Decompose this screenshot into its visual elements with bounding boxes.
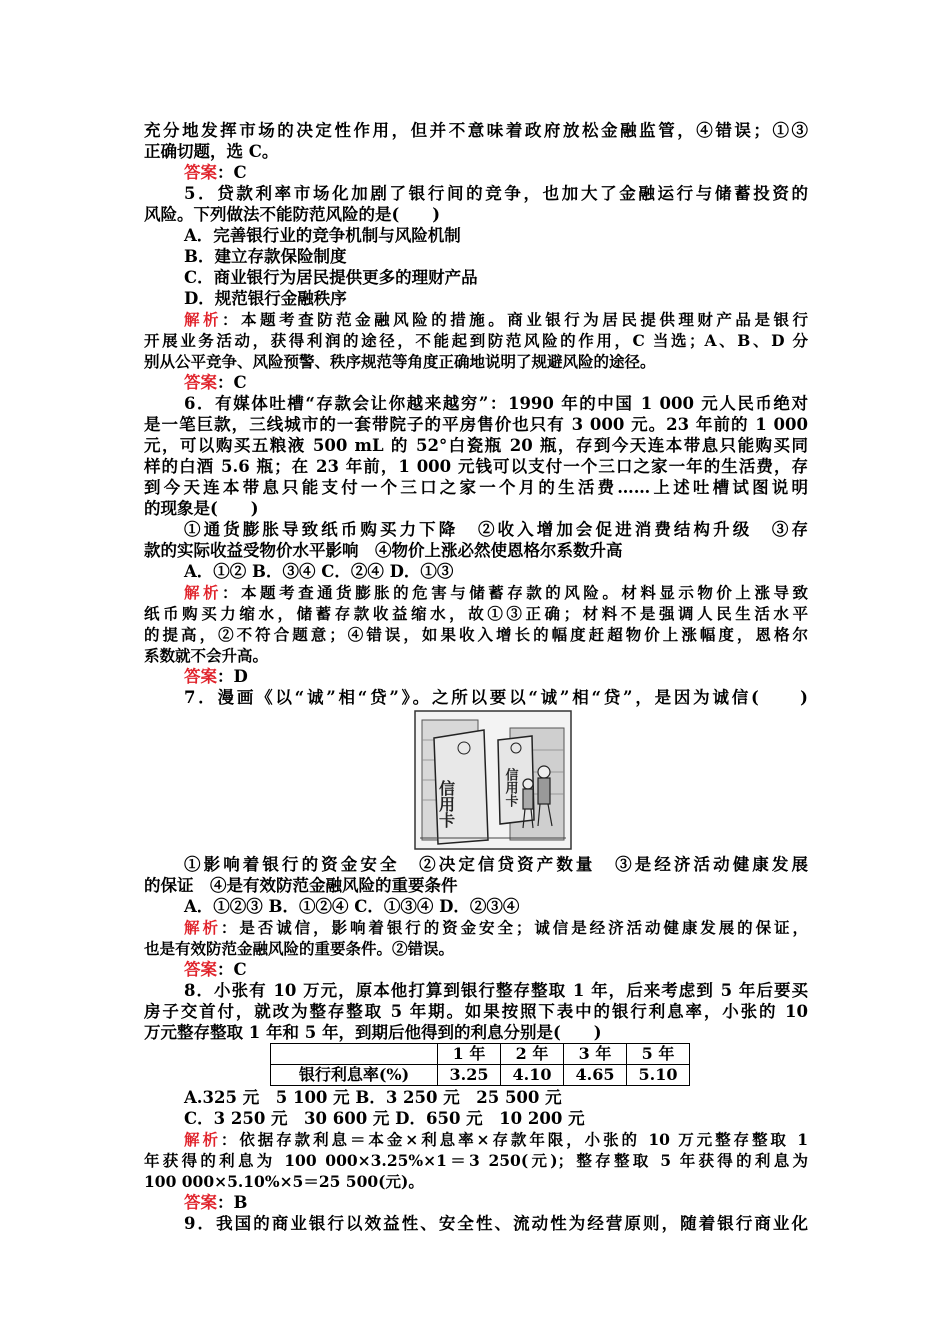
explanation-line: 纸币购买力缩水，储蓄存款收益缩水，故①③正确；材料不是强调人民生活水平 [144,604,808,623]
answer-line [144,666,808,687]
explanation-line [144,582,808,603]
answer-line [144,162,808,183]
answer-label: 答案 [184,1193,217,1212]
table-cell: 4.10 [501,1065,564,1086]
table-row-label: 银行利息率(%) [271,1065,438,1086]
question-9-stem: 9．我国的商业银行以效益性、安全性、流动性为经营原则，随着银行商业化 [184,1214,808,1233]
explanation-line: 年获得的利息为 100 000×3.25%×1＝3 250(元)；整存整取 5 年获得的利息为 [144,1151,808,1170]
answer-label: 答案 [184,960,217,979]
explanation-label: 解析 [184,310,223,329]
document-page [144,120,808,1234]
explanation-line: 别从公平竞争、风险预警、秩序规范等角度正确地说明了规避风险的途径。 [144,352,656,371]
explanation-line: 100 000×5.10%×5＝25 500(元)。 [144,1172,424,1191]
cartoon-image [414,710,572,850]
text-line: 正确切题，选 C。 [144,142,279,161]
choice-list: A．①② B．③④ C．②④ D．①③ [184,562,454,581]
explanation-line [144,309,808,330]
answer-label: 答案 [184,163,217,182]
answer-value: ：C [217,373,247,392]
explanation-line [144,917,808,938]
question-5-stem: 风险。下列做法不能防范风险的是( ) [144,205,441,224]
choice-list: A.325 元 5 100 元 B．3 250 元 25 500 元 [184,1088,562,1107]
explanation-line [144,1129,808,1150]
table-header-cell: 3 年 [564,1044,627,1065]
option-c: C．商业银行为居民提供更多的理财产品 [184,268,478,287]
choice-list: C．3 250 元 30 600 元 D．650 元 10 200 元 [184,1109,585,1128]
statement-list: 的保证 ④是有效防范金融风险的重要条件 [144,876,458,895]
table-cell: 4.65 [564,1065,627,1086]
table-header-cell: 1 年 [438,1044,501,1065]
card-label-right: 信用卡 [502,768,518,807]
question-6-stem: 是一笔巨款，三线城市的一套带院子的平房售价也只有 3 000 元。23 年前的 1 000 [144,415,808,434]
question-6-stem: 6．有媒体吐槽“存款会让你越来越穷”：1990 年的中国 1 000 元人民币绝对 [184,394,808,413]
answer-value: ：D [217,667,248,686]
explanation-text: ：本题考查通货膨胀的危害与储蓄存款的风险。材料显示物价上涨导致 [222,583,808,602]
answer-value: ：C [217,960,247,979]
table-header-cell: 2 年 [501,1044,564,1065]
question-8-stem: 房子交首付，就改为整存整取 5 年期。如果按照下表中的银行利息率，小张的 10 [144,1002,808,1021]
text-line: 充分地发挥市场的决定性作用，但并不意味着政府放松金融监管，④错误；①③ [144,121,808,140]
explanation-label: 解析 [184,1130,221,1149]
explanation-line: 系数就不会升高。 [144,646,269,665]
explanation-line: 开展业务活动，获得利润的途径，不能起到防范风险的作用，C 当选；A、B、D 分 [144,331,808,350]
question-6-stem: 样的白酒 5.6 瓶；在 23 年前，1 000 元钱可以支付一个三口之家一年的生活费，存 [144,457,808,476]
explanation-line: 的提高，②不符合题意；④错误，如果收入增长的幅度赶超物价上涨幅度，恩格尔 [144,625,808,644]
table-corner-cell [271,1044,438,1065]
answer-value: ：C [217,163,247,182]
question-8-stem: 万元整存整取 1 年和 5 年，到期后他得到的利息分别是( ) [144,1023,602,1042]
table-header-cell: 5 年 [627,1044,690,1065]
answer-line [144,1192,808,1213]
question-5-stem: 5．贷款利率市场化加剧了银行间的竞争，也加大了金融运行与储蓄投资的 [184,184,808,203]
option-a: A．完善银行业的竞争机制与风险机制 [184,226,461,245]
statement-list: ①通货膨胀导致纸币购买力下降 ②收入增加会促进消费结构升级 ③存 [184,520,808,539]
explanation-label: 解析 [184,583,223,602]
explanation-line: 也是有效防范金融风险的重要条件。②错误。 [144,939,455,958]
explanation-label: 解析 [184,918,221,937]
explanation-text: ：是否诚信，影响着银行的资金安全；诚信是经济活动健康发展的保证， [220,918,808,937]
table-cell: 5.10 [627,1065,690,1086]
answer-label: 答案 [184,373,217,392]
option-b: B．建立存款保险制度 [184,247,347,266]
statement-list: 款的实际收益受物价水平影响 ④物价上涨必然使恩格尔系数升高 [144,541,623,560]
statement-list: ①影响着银行的资金安全 ②决定信贷资产数量 ③是经济活动健康发展 [184,855,808,874]
question-6-stem: 到今天连本带息只能支付一个三口之家一个月的生活费……上述吐槽试图说明 [144,478,808,497]
question-8-stem: 8．小张有 10 万元，原本他打算到银行整存整取 1 年，后来考虑到 5 年后要买 [184,981,808,1000]
answer-label: 答案 [184,667,217,686]
cartoon-figure [144,710,808,850]
table-row [271,1065,690,1086]
answer-value: ：B [217,1193,248,1212]
option-d: D．规范银行金融秩序 [184,289,347,308]
question-6-stem: 元，可以购买五粮液 500 mL 的 52°白瓷瓶 20 瓶，存到今天连本带息只能购买同 [144,436,808,455]
explanation-text: ：本题考查防范金融风险的措施。商业银行为居民提供理财产品是银行 [222,310,808,329]
table-cell: 3.25 [438,1065,501,1086]
choice-list: A．①②③ B．①②④ C．①③④ D．②③④ [184,897,520,916]
explanation-text: ：依据存款利息＝本金×利息率×存款年限，小张的 10 万元整存整取 1 [220,1130,808,1149]
question-6-stem: 的现象是( ) [144,499,259,518]
answer-line [144,959,808,980]
table-header-row [271,1044,690,1065]
question-7-stem: 7．漫画《以“诚”相“贷”》。之所以要以“诚”相“贷”，是因为诚信( ) [184,688,808,707]
card-label-left: 信用卡 [436,780,456,828]
interest-rate-table [270,1043,690,1086]
answer-line [144,372,808,393]
